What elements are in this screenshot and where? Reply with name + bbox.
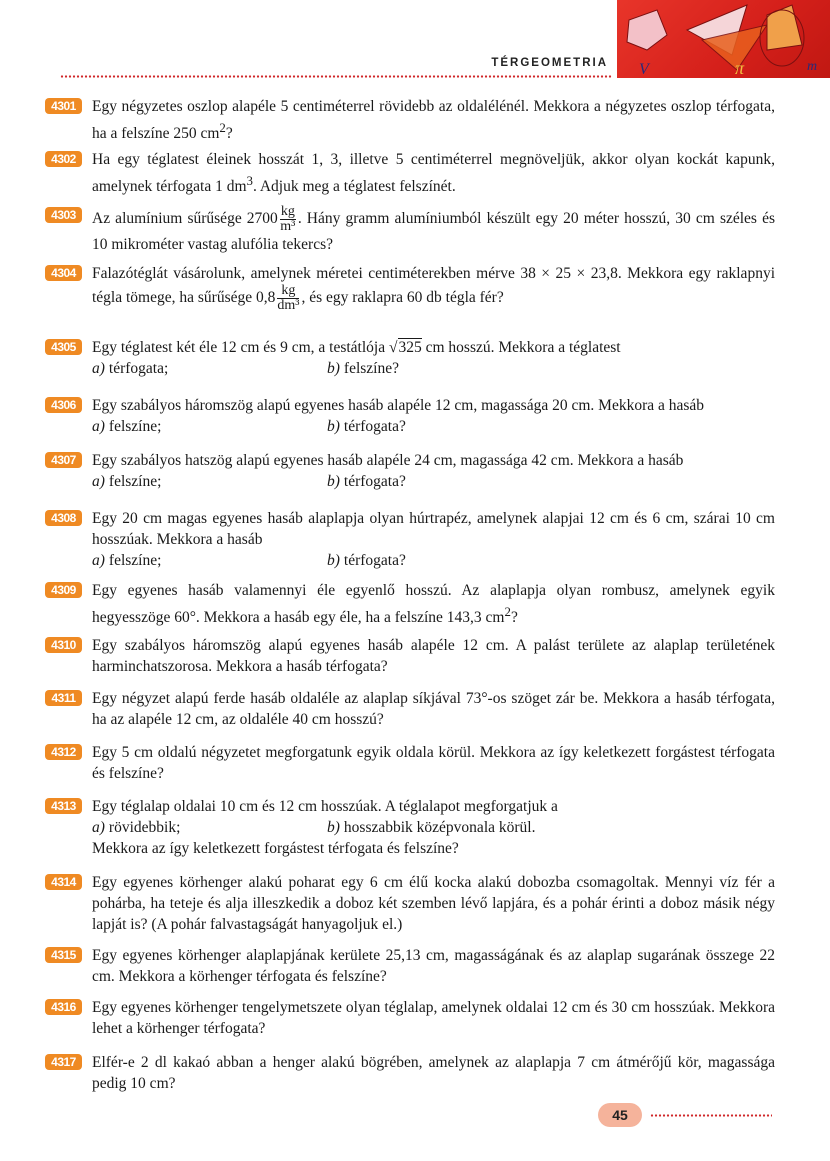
fraction [277, 284, 299, 313]
sub-question-label: b) [327, 819, 340, 836]
sub-question [92, 817, 180, 838]
problem-body [92, 96, 775, 144]
sub-questions [92, 358, 775, 379]
text-segment: Egy szabályos hatszög alapú egyenes hasáb alapéle 24 cm, magassága 42 cm. Mekkora a hasáb [92, 452, 684, 469]
problem-number-badge: 4306 [45, 397, 82, 413]
problem-text [92, 688, 775, 730]
problem-body [92, 742, 775, 784]
text-segment: Az alumínium sűrűsége 2700 [92, 210, 278, 228]
text-segment: Egy 20 cm magas egyenes hasáb alaplapja olyan húrtrapéz, amelynek alapjai 12 cm és 6 cm, szárai 10 cm hosszúak. Mekkora a hasáb [92, 510, 775, 548]
sub-question-text: térfogata; [108, 360, 169, 377]
problem-text [92, 149, 775, 197]
problem-body [92, 395, 775, 437]
text-segment: . Adjuk meg a téglatest felszínét. [252, 178, 456, 196]
sub-question-label: a) [92, 552, 105, 569]
problem-followup: Mekkora az így keletkezett forgástest térfogata és felszíne? [92, 840, 459, 857]
problem-body [92, 1052, 775, 1094]
text-segment: Egy egyenes körhenger alakú poharat egy 6 cm élű kocka alakú dobozba csomagoltak. Mennyi víz fér a pohárba, ha teteje és alja illeszkedik a doboz két szemben lévő lapjára, és a pohár érinti a doboz másik négy lapját is? (A pohár falvastagságát hanyagoljuk el.) [92, 874, 775, 933]
text-segment: Egy egyenes körhenger tengelymetszete olyan téglalap, amelynek oldalai 12 cm és 30 cm hosszúak. Mekkora lehet a körhenger térfogata? [92, 999, 775, 1037]
superscript: 2 [504, 604, 511, 619]
svg-text:m: m [807, 59, 818, 74]
problem-number-badge: 4303 [45, 207, 82, 223]
problem-number-badge: 4316 [45, 999, 82, 1015]
problem-text [92, 997, 775, 1039]
text-segment: Egy négyzet alapú ferde hasáb oldaléle az alaplap síkjával 73°-os szöget zár be. Mekkora a hasáb térfogata, ha az alapéle 12 cm, az oldaléle 40 cm hosszú? [92, 690, 775, 728]
problem-text [92, 508, 775, 550]
svg-text:V: V [639, 61, 649, 78]
sub-question-text: hosszabbik középvonala körül. [343, 819, 536, 836]
fraction-numerator: kg [277, 284, 299, 299]
problem-text [92, 337, 775, 358]
text-segment: Egy egyenes körhenger alaplapjának kerülete 25,13 cm, magasságának és az alaplap sugarának összege 22 cm. Mekkora a körhenger térfogata és felszíne? [92, 947, 775, 985]
sub-question-label: a) [92, 360, 105, 377]
fraction-numerator: kg [280, 204, 295, 219]
problem [45, 149, 775, 197]
text-segment: Falazótéglát vásárolunk, amelynek méretei centiméterekben mérve 38 × 25 × 23,8. Mekkora egy raklapnyi tégla tömege, ha sűrűsége 0,8 [92, 265, 775, 307]
problem-number-badge: 4305 [45, 339, 82, 355]
problem-body [92, 450, 775, 492]
sub-question-text: felszíne? [343, 360, 399, 377]
problem-text [92, 742, 775, 784]
sub-question-label: a) [92, 819, 105, 836]
problem-body [92, 508, 775, 571]
problem-number-badge: 4307 [45, 452, 82, 468]
chapter-title: TÉRGEOMETRIA [491, 57, 608, 69]
sub-question-text: felszíne; [108, 473, 162, 490]
problem-body [92, 205, 775, 255]
problem [45, 580, 775, 628]
sub-question-text: térfogata? [343, 418, 406, 435]
problem [45, 450, 775, 492]
text-segment: ? [510, 609, 518, 627]
fraction-denominator: dm³ [277, 298, 300, 313]
problem-number-badge: 4310 [45, 637, 82, 653]
problem-body [92, 149, 775, 197]
text-segment: Ha egy téglatest éleinek hosszát 1, 3, illetve 5 centiméterrel megnöveljük, akkor olyan kockát kapunk, amelynek térfogata 1 dm [92, 151, 775, 196]
problem-text [92, 872, 775, 935]
problem-number-badge: 4313 [45, 798, 82, 814]
problem-text [92, 580, 775, 628]
problem [45, 205, 775, 255]
problem [45, 997, 775, 1039]
text-segment: cm hosszú. Mekkora a téglatest [421, 339, 621, 356]
text-segment: . Hány gramm alumíniumból készült egy 20 méter hosszú, 30 cm széles és 10 mikrométer vastag alufólia tekercs? [92, 210, 775, 253]
problem-text [92, 1052, 775, 1094]
sub-question [327, 416, 406, 437]
sub-question [92, 358, 168, 379]
text-segment: Egy egyenes hasáb valamennyi éle egyenlő hosszú. Az alaplapja olyan rombusz, amelynek egyik hegyesszöge 60°. Mekkora a hasáb egy éle, ha a felszíne 143,3 cm [92, 582, 775, 627]
footer-divider [650, 1114, 772, 1117]
sub-question-label: b) [327, 360, 340, 377]
text-segment: Elfér-e 2 dl kakaó abban a henger alakú bögrében, amelynek az alaplapja 7 cm átmérőjű kör, magassága pedig 10 cm? [92, 1054, 775, 1092]
problem [45, 742, 775, 784]
problem-number-badge: 4314 [45, 874, 82, 890]
problem-text [92, 205, 775, 255]
problem-number-badge: 4317 [45, 1054, 82, 1070]
problem-text [92, 450, 775, 471]
sub-question-label: a) [92, 473, 105, 490]
sub-question [327, 550, 406, 571]
sub-questions [92, 471, 775, 492]
problem [45, 796, 775, 859]
problem-body [92, 580, 775, 628]
sub-question [92, 471, 161, 492]
problem-text [92, 395, 775, 416]
problem-text [92, 96, 775, 144]
text-segment: Egy szabályos háromszög alapú egyenes hasáb alapéle 12 cm. A palást területe az alaplap területének harminchatszorosa. Mekkora a hasáb térfogata? [92, 637, 775, 675]
text-segment: , és egy raklapra 60 db tégla fér? [301, 289, 504, 307]
sub-question [327, 471, 406, 492]
problem-body [92, 872, 775, 935]
problem-number-badge: 4312 [45, 744, 82, 760]
text-segment: Egy 5 cm oldalú négyzetet megforgatunk egyik oldala körül. Mekkora az így keletkezett forgástest térfogata és felszíne? [92, 744, 775, 782]
chapter-illustration [617, 0, 830, 78]
text-segment: ? [225, 125, 233, 143]
problem-body [92, 796, 775, 859]
superscript: 3 [246, 173, 253, 188]
problem-text [92, 635, 775, 677]
problem-number-badge: 4301 [45, 98, 82, 114]
text-segment: Egy szabályos háromszög alapú egyenes hasáb alapéle 12 cm, magassága 20 cm. Mekkora a hasáb [92, 397, 705, 414]
sub-question-text: felszíne; [108, 552, 162, 569]
problem-body [92, 263, 775, 313]
problem [45, 872, 775, 935]
problem [45, 688, 775, 730]
superscript: 2 [219, 120, 226, 135]
fraction-denominator: m³ [280, 219, 296, 234]
problem [45, 337, 775, 379]
problem-text [92, 945, 775, 987]
sub-question-text: térfogata? [343, 552, 406, 569]
sub-question [92, 416, 161, 437]
sub-question-label: b) [327, 552, 340, 569]
problem-body [92, 997, 775, 1039]
problem [45, 263, 775, 313]
problem [45, 96, 775, 144]
problem-body [92, 337, 775, 379]
sub-question-label: a) [92, 418, 105, 435]
sub-question [327, 817, 535, 838]
sub-question [92, 550, 161, 571]
problem [45, 1052, 775, 1094]
sub-questions [92, 416, 775, 437]
sub-question-text: térfogata? [343, 473, 406, 490]
header-divider [60, 75, 612, 78]
fraction [280, 205, 296, 234]
problem-number-badge: 4302 [45, 151, 82, 167]
sub-question-label: b) [327, 418, 340, 435]
sub-question [327, 358, 399, 379]
sub-question-text: rövidebbik; [108, 819, 181, 836]
problem [45, 508, 775, 571]
problem-body [92, 635, 775, 677]
sub-questions [92, 817, 775, 838]
sub-question-label: b) [327, 473, 340, 490]
square-root-value: 325 [398, 339, 422, 356]
svg-text:π: π [735, 58, 745, 78]
problem-number-badge: 4309 [45, 582, 82, 598]
sub-questions [92, 550, 775, 571]
problem-text [92, 796, 775, 817]
problem-text [92, 263, 775, 313]
problem-number-badge: 4311 [45, 690, 82, 706]
problem [45, 395, 775, 437]
problem-number-badge: 4304 [45, 265, 82, 281]
text-segment: Egy téglatest két éle 12 cm és 9 cm, a testátlója √ [92, 339, 398, 356]
text-segment: Egy téglalap oldalai 10 cm és 12 cm hosszúak. A téglalapot megforgatjuk a [92, 798, 558, 815]
sub-question-text: felszíne; [108, 418, 162, 435]
problem-number-badge: 4315 [45, 947, 82, 963]
problem-body [92, 945, 775, 987]
problem-body [92, 688, 775, 730]
page-number: 45 [598, 1103, 642, 1127]
problem-number-badge: 4308 [45, 510, 82, 526]
problem [45, 635, 775, 677]
problem [45, 945, 775, 987]
text-segment: Egy négyzetes oszlop alapéle 5 centiméterrel rövidebb az oldalélénél. Mekkora a négyzetes oszlop térfogata, ha a felszíne 250 cm [92, 98, 775, 143]
